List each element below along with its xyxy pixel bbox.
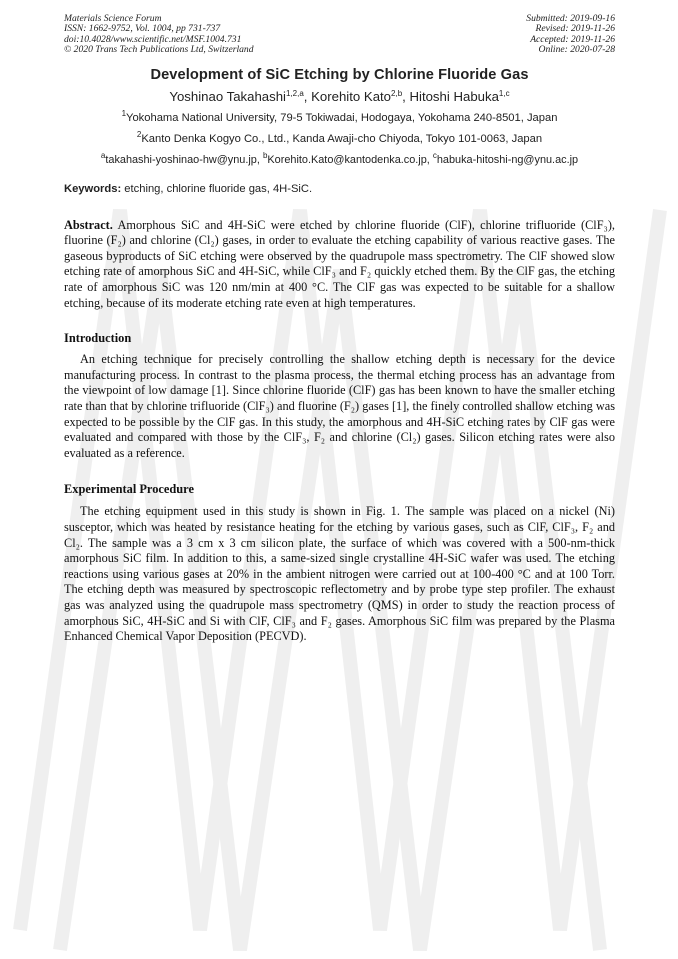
author-superscript: 1,c (498, 88, 510, 98)
doi: doi:10.4028/www.scientific.net/MSF.1004.731 (64, 33, 242, 45)
author-list (64, 89, 615, 104)
email-separator: , (256, 153, 263, 166)
section-heading-introduction: Introduction (64, 331, 132, 346)
author-emails (60, 150, 619, 166)
submitted-date: Submitted: 2019-09-16 (526, 13, 615, 24)
email-link[interactable]: habuka-hitoshi-ng@ynu.ac.jp (436, 153, 579, 166)
abstract-label: Abstract. (64, 217, 113, 232)
email-superscript: b (262, 150, 268, 160)
affiliation (64, 108, 615, 124)
email-separator: , (426, 153, 433, 166)
abstract (64, 218, 615, 312)
publication-header (64, 14, 615, 56)
author-name: Korehito Kato (311, 88, 392, 104)
author-separator: , (303, 88, 312, 104)
submission-dates (526, 14, 615, 56)
author-name: Hitoshi Habuka (409, 88, 499, 104)
author-superscript: 2,b (391, 88, 403, 98)
revised-date: Revised: 2019-11-26 (535, 23, 615, 35)
affiliation-text: Kanto Denka Kogyo Co., Ltd., Kanda Awaji-cho Chiyoda, Tokyo 101-0063, Japan (141, 132, 543, 145)
abstract-text: Amorphous SiC and 4H-SiC were etched by chlorine fluoride (ClF), chlorine trifluoride (ClF₃), fluorine (F₂) and chlorine (Cl₂) gases, in order to evaluate the etching capability of various reactive gases. The gaseous byproducts of SiC etching were observed by the quadrupole mass spectrometry. The ClF showed slow etching rate of amorphous SiC and 4H-SiC, while ClF₃ and F₂ quickly etched them. By the ClF gas, the etching rate of amorphous SiC was 120 nm/min at 400 °C. The ClF gas was expected to be suitable for a shallow etching, because of its moderate etching rate even at high temperatures. (64, 217, 615, 310)
author-superscript: 1,2,a (285, 88, 304, 98)
issn: ISSN: 1662-9752, Vol. 1004, pp 731-737 (64, 23, 221, 35)
accepted-date: Accepted: 2019-11-26 (530, 33, 615, 45)
email-link[interactable]: Korehito.Kato@kantodenka.co.jp (267, 153, 427, 166)
paper-title: Development of SiC Etching by Chlorine Fluoride Gas (150, 66, 529, 83)
copyright: © 2020 Trans Tech Publications Ltd, Switzerland (64, 44, 254, 56)
keywords (64, 183, 615, 195)
keywords-text: etching, chlorine fluoride gas, 4H-SiC. (121, 182, 313, 195)
introduction-paragraph: An etching technique for precisely controlling the shallow etching depth is necessary for the device manufacturing process. In contrast to the plasma process, the thermal etching process has an advantage from the viewpoint of low damage [1]. Since chlorine fluoride (ClF) gas has been known to have the smaller etching rate than that by chlorine trifluoride (ClF₃) and fluorine (F₂) gases [1], the finely controlled shallow etching was expected to be possible by the ClF gas. In this study, the amorphous and 4H-SiC etching rates by ClF gas were evaluated and compared with those by the ClF₃, F₂ and chlorine (Cl₂) gases. Silicon etching rates were also evaluated as a reference. (64, 352, 615, 460)
experimental-paragraph: The etching equipment used in this study is shown in Fig. 1. The sample was placed on a nickel (Ni) susceptor, which was heated by resistance heating for the etching by various gases, such as ClF, ClF₃, F₂ and Cl₂. The sample was a 3 cm x 3 cm silicon plate, the surface of which was covered with a 500-nm-thick amorphous SiC film. In addition to this, a same-sized single crystalline 4H-SiC wafer was used. The etching reactions using various gases at 20% in the ambient nitrogen were carried out at 100-400 °C and at 100 Torr. The etching depth was measured by spectroscopic reflectometry and by probe type step profiler. The exhaust gas was analyzed using the quadrupole mass spectrometry (QMS) in order to study the reaction process of amorphous SiC, 4H-SiC and Si with ClF, ClF₃ and F₂ gases. Amorphous SiC film was prepared by the Plasma Enhanced Chemical Vapor Deposition (PECVD). (64, 504, 615, 644)
keywords-label: Keywords: (64, 182, 122, 195)
paper-page (64, 14, 615, 645)
affiliation-superscript: 2 (136, 129, 142, 139)
affiliation-text: Yokohama National University, 79-5 Tokiwadai, Hodogaya, Yokohama 240-8501, Japan (126, 111, 558, 124)
email-superscript: c (432, 150, 437, 160)
author-name: Yoshinao Takahashi (169, 88, 286, 104)
journal-info (64, 14, 254, 56)
author-separator: , (402, 88, 410, 104)
affiliation (64, 129, 615, 145)
email-superscript: a (100, 150, 106, 160)
journal-name: Materials Science Forum (64, 13, 162, 24)
section-heading-experimental: Experimental Procedure (64, 482, 194, 497)
email-link[interactable]: takahashi-yoshinao-hw@ynu.jp (105, 153, 257, 166)
affiliation-superscript: 1 (121, 108, 127, 118)
online-date: Online: 2020-07-28 (538, 44, 615, 56)
